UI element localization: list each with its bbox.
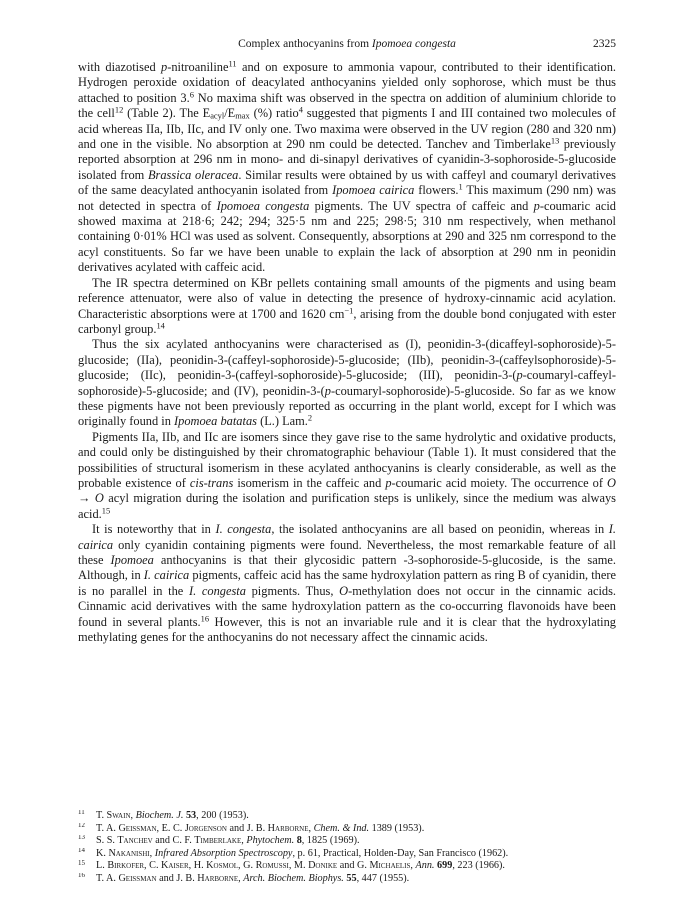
text-run: Brassica oleracea [147, 167, 239, 182]
text-run: , [130, 810, 136, 821]
script-text: 2 [307, 412, 313, 423]
text-run: I. congesta [188, 583, 246, 598]
paragraph [78, 60, 616, 276]
article-body [78, 60, 616, 645]
reference-item: $^{15}$ L. Birkofer, C. Kaiser, H. Kosmol, G. Romussi, M. Donike and G. Michaelis, Ann. 699, 223 (1966). [78, 860, 505, 872]
reference-item: $^{14}$ K. Nakanishi, Infrared Absorption Spectroscopy, p. 61, Practical, Holden-Day, San Francisco (1962). [78, 847, 509, 859]
text-run: 1389 (1953). [369, 822, 425, 834]
text-run: Ipomoea [110, 553, 154, 567]
text-run: /E [224, 106, 236, 121]
text-run: anthocyanins is that their glycosidic pattern -3-sophoroside-5-glucoside, is the same. Although, in [78, 553, 616, 583]
text-run: Ipomoea cairica [332, 183, 415, 198]
text-run: , arising from the double bond conjugated with ester carbonyl group. [78, 306, 616, 336]
text-run: cis-trans [189, 475, 234, 490]
text-run: p [161, 60, 168, 74]
text-run: Ipomoea batatas [174, 414, 257, 429]
text-run: with diazotised [78, 60, 162, 74]
script-text: 15 [101, 505, 111, 516]
paragraph [78, 337, 616, 429]
script-text: 11 [228, 58, 237, 69]
text-run: , the isolated anthocyanins are all based on peonidin, whereas in [271, 522, 609, 537]
text-run: -nitroaniline [167, 60, 229, 74]
paragraph [78, 522, 616, 645]
text-run: O [339, 583, 349, 598]
text-run: and [152, 835, 173, 847]
text-run: , 200 (1953). [196, 810, 249, 821]
text-run: No maxima shift was observed in the spectra on addition of aluminium chloride to the cell [78, 90, 616, 121]
text-run: I. cairica [78, 522, 616, 552]
text-run: -coumaryl-sophoroside)-5-glucoside. So far as we know these pigments have not been previously reported as occurring in the plant world, except for I which was originally found in [78, 383, 616, 429]
paragraph [78, 430, 616, 522]
text-run: . Similar results were obtained by us with caffeyl and coumaryl derivatives of the same deacylated anthocyanin isolated from [78, 167, 616, 198]
script-text: acyl [210, 110, 225, 121]
text-run: -coumaric acid moiety. The occurrence of [391, 475, 608, 490]
text-run: 53 [185, 810, 197, 821]
text-run: 8 [296, 835, 302, 847]
text-run: Thus the six acylated anthocyanins were characterised as (I), peonidin-3-(dicaffeyl-sophoroside)-5-glucoside; (IIa), peonidin-3-(caffeyl-sophoroside)-5-glucoside; (IIb), peonidin-3-(caffeylsophoroside)-5-glucoside; (IIc), peonidin-3-(caffeyl-sophoroside)-5-glucoside; (III), peonidin-3-( [78, 337, 616, 383]
text-run: , [308, 822, 314, 834]
text-run: T. Swain [96, 810, 131, 821]
script-text: 4 [298, 104, 303, 115]
text-run: 699 [437, 860, 453, 872]
text-run: L. Birkofer, C. Kaiser, H. Kosmol, G. Romussi, M. Donike [96, 860, 338, 872]
text-run: K. Nakanishi [96, 847, 150, 859]
script-text: 6 [189, 89, 194, 100]
text-run: , 1825 (1969). [301, 835, 360, 847]
text-run: It is noteworthy that in [92, 522, 216, 537]
text-run: previously reported absorption at 296 nm in mono- and di-sinapyl derivatives of cyanidin-3-sophoroside-5-glucoside isolated from [78, 137, 616, 182]
text-run: Biochem. J. [135, 810, 184, 821]
running-head-title: Complex anthocyanins from Ipomoea congesta [238, 38, 456, 50]
script-text: 12 [114, 104, 124, 115]
text-run: However, this is not an invariable rule and it is clear that the hydroxylating methylating genes for the anthocyanins do not necessary affect the cinnamic acids. [78, 614, 617, 645]
text-run: -coumaric acid showed maxima at 218·6; 242; 294; 325·5 nm and 225; 298·5; 310 nm respectively, when methanol containing 0·01% HCl was used as solvent. Consequently, absorptions at 290 and 325 nm correspond to the acyl constituents. So far we have been unable to explain the lack of absorption at 290 nm in peonidin derivatives acylated with caffeic acid. [78, 198, 616, 275]
text-run: p [324, 383, 331, 398]
text-run: Ipomoea congesta [216, 198, 310, 213]
running-head [78, 38, 616, 54]
text-run: O [94, 491, 104, 506]
text-run: This maximum (290 nm) was not detected in spectra of [78, 183, 616, 213]
text-run: , 447 (1955). [356, 872, 410, 884]
text-run: T. A. Geissman, E. C. Jorgenson [96, 822, 227, 834]
reference-item: $^{16}$ T. A. Geissman and J. B. Harborne, Arch. Biochem. Biophys. 55, 447 (1955). [78, 872, 410, 884]
text-run: p [385, 475, 392, 490]
text-run: p [516, 368, 523, 383]
reference-item: $^{12}$ T. A. Geissman, E. C. Jorgenson and J. B. Harborne, Chem. & Ind. 1389 (1953). [78, 822, 425, 834]
text-run: T. A. Geissman [96, 872, 157, 884]
text-run: only cyanidin containing pigments were found. Nevertheless, the most remarkable feature of all these [78, 537, 616, 567]
text-run: The IR spectra determined on KBr pellets containing small amounts of the pigments and using beam reference attenuator, were also of value in detecting the presence of hydroxy-cinnamic acid acylation. Characteristic absorptions were at 1700 and 1620 cm [78, 275, 616, 321]
text-run: p [533, 198, 540, 213]
text-run: pigments. The UV spectra of caffeic and [309, 198, 534, 213]
text-run: Arch. Biochem. Biophys. [243, 872, 344, 884]
text-run: (%) ratio [249, 106, 299, 121]
text-run: and [226, 822, 247, 834]
text-run: Pigments IIa, IIb, and IIc are isomers since they gave rise to the same hydrolytic and oxidative products, and could only be distinguished by their chromatographic behaviour (Table 1). It must considered that the possibilities of structural isomerism in these acylated anthocyanins is clearly considerable, as well as the probable existence of [78, 429, 616, 490]
script-text: 1 [458, 181, 463, 192]
text-run: , p. 61, Practical, Holden-Day, San Francisco (1962). [292, 847, 509, 859]
page-number: 2325 [593, 38, 616, 50]
text-run: , [238, 872, 244, 884]
script-text: max [235, 110, 250, 121]
script-text: 13 [550, 135, 560, 146]
text-run: -methylation does not occur in the cinnamic acids. Cinnamic acid derivatives with the same hydroxylation pattern as the co-occurring flavonoids have been found in several plants. [78, 583, 616, 629]
text-run: Phytochem. [246, 835, 295, 847]
reference-item: $^{13}$ S. S. Tanchev and C. F. Timberlake, Phytochem. 8, 1825 (1969). [78, 835, 360, 847]
script-text: −1 [344, 304, 354, 315]
text-run: pigments. Thus, [245, 583, 340, 598]
text-run: I. congesta [215, 522, 272, 537]
text-run: (Table 2). The E [123, 106, 211, 121]
text-run: (L.) Lam. [256, 414, 308, 429]
script-text: 16 [200, 613, 210, 623]
text-run: and on exposure to ammonia vapour, contributed to their identification. Hydrogen peroxide oxidation of deacylated anthocyanins yielded only sophorose, which must be thus attached to position 3. [78, 60, 616, 105]
text-run: pigments, caffeic acid has the same hydroxylation pattern as ring B of cyanidin, there is no parallel in the [78, 568, 616, 598]
paragraph [78, 276, 616, 338]
text-run: O [607, 475, 616, 490]
text-run: 55 [346, 872, 357, 884]
text-run: , [241, 835, 247, 847]
text-run: Ann. [415, 860, 435, 872]
text-run: J. B. Harborne [246, 822, 309, 834]
text-run: flowers. [414, 183, 459, 198]
text-run: C. F. Timberlake [172, 835, 242, 847]
text-run: G. Michaelis [357, 860, 411, 872]
text-run: → [78, 491, 95, 506]
text-run: S. S. Tanchev [96, 835, 153, 847]
text-run: and [156, 872, 177, 884]
text-run: , 223 (1966). [452, 860, 505, 872]
text-run: suggested that pigments I and III contained two molecules of acid whereas IIa, IIb, IIc, and IV only one. Two maxima were observed in the UV region (280 and 320 nm) and one in the visible. No absorption at 290 nm could be detected. Tanchev and Timberlake [78, 106, 616, 152]
reference-list [78, 810, 616, 886]
text-run: I. cairica [143, 568, 190, 583]
text-run: isomerism in the caffeic and [233, 475, 386, 490]
text-run: -coumaryl-caffeyl-sophoroside)-5-glucoside; and (IV), peonidin-3-( [78, 368, 616, 398]
reference-item: $^{11}$ T. Swain, Biochem. J. 53, 200 (1953). [78, 810, 249, 821]
text-run: Infrared Absorption Spectroscopy [154, 847, 293, 859]
script-text: 14 [156, 320, 165, 331]
text-run: , [410, 860, 416, 872]
text-run: , [149, 847, 155, 859]
text-run: acyl migration during the isolation and purification steps is unlikely, since the medium was always acid. [78, 491, 616, 521]
text-run: and [337, 860, 358, 872]
text-run: Chem. & Ind. [313, 822, 370, 834]
text-run: J. B. Harborne [176, 872, 239, 884]
